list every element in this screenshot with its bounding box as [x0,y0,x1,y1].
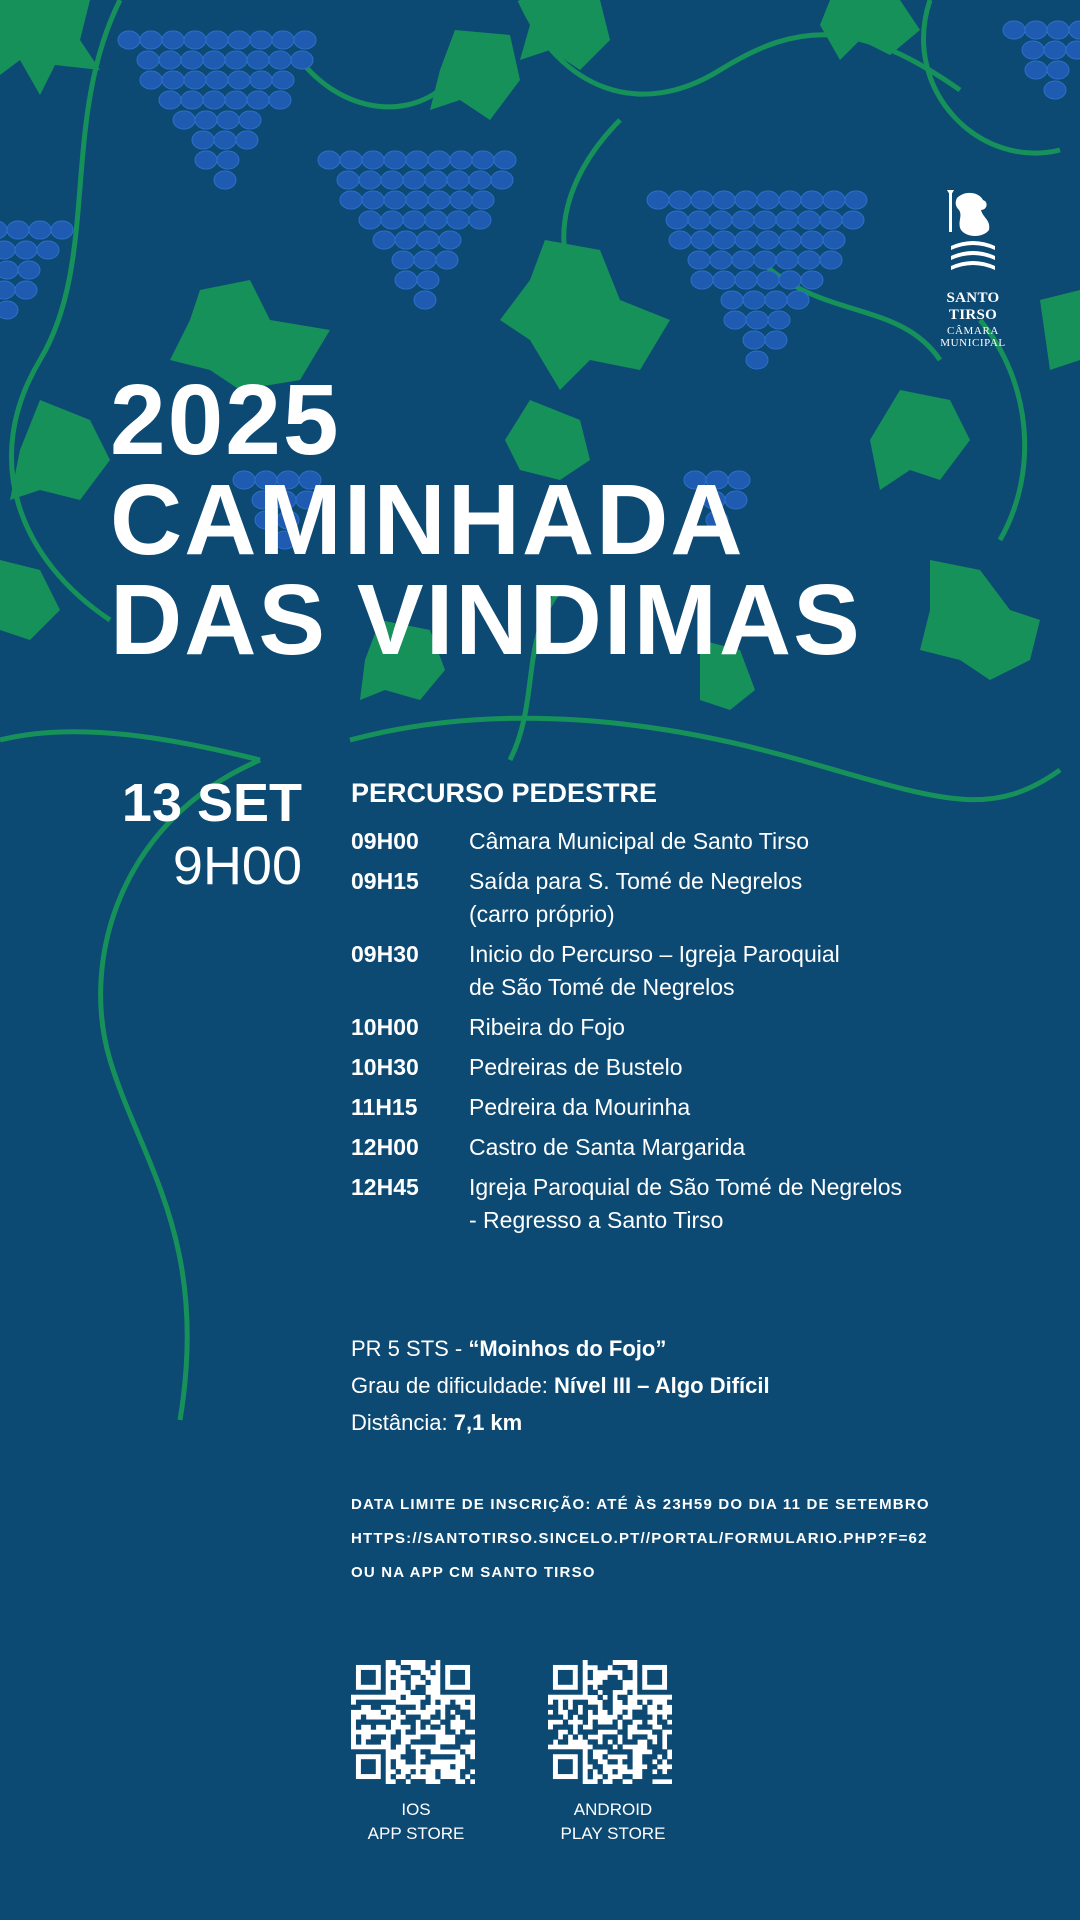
difficulty-value: Nível III – Algo Difícil [554,1373,770,1398]
schedule-item [351,825,1051,858]
schedule-time: 12H00 [351,1134,419,1160]
qr-android-label [548,1798,678,1846]
route-info [351,1330,770,1441]
event-title [110,364,862,676]
grape-shape [798,251,820,269]
grape-shape [250,31,272,49]
grape-shape [228,31,250,49]
grape-shape [203,51,225,69]
grape-shape [272,71,294,89]
grape-shape [823,231,845,249]
event-date [110,772,302,898]
grape-shape [159,91,181,109]
grape-shape [746,311,768,329]
grape-shape [820,211,842,229]
registration-app [351,1556,930,1590]
logo-name: SANTO TIRSO [946,290,1000,323]
grape-shape [1066,41,1080,59]
grape-shape [710,211,732,229]
title-year: 2025 [110,364,341,476]
grape-shape [713,191,735,209]
lion-crest-icon [943,188,1003,284]
grape-shape [425,171,447,189]
schedule-time: 10H30 [351,1054,419,1080]
santo-tirso-logo [925,188,1021,349]
schedule-description [469,1051,1051,1084]
schedule-description [469,1011,1051,1044]
grape-shape [337,171,359,189]
grape-shape [203,91,225,109]
schedule-item [351,865,1051,931]
grape-shape [428,191,450,209]
schedule-time: 09H00 [351,828,419,854]
grape-shape [732,211,754,229]
grape-shape [236,131,258,149]
grape-shape [779,191,801,209]
schedule-item [351,1011,1051,1044]
qr-ios-label [351,1798,481,1846]
grape-shape [1047,61,1069,79]
grape-shape [162,31,184,49]
grape-shape [0,221,7,239]
grape-shape [439,231,461,249]
grape-shape [318,151,340,169]
grape-shape [710,251,732,269]
grape-shape [691,231,713,249]
title-line-1: CAMINHADA [110,464,745,576]
grape-shape [754,211,776,229]
qr-code-icon[interactable] [351,1660,475,1784]
grape-shape [469,171,491,189]
schedule-heading: PERCURSO PEDESTRE [351,778,658,808]
grape-shape [666,211,688,229]
grape-shape [0,281,15,299]
grape-shape [724,311,746,329]
schedule-description-line: Saída para S. Tomé de Negrelos [469,868,803,894]
grape-shape [192,131,214,149]
schedule-description-line: Igreja Paroquial de São Tomé de Negrelos [469,1174,903,1200]
grape-shape [137,51,159,69]
grape-shape [491,171,513,189]
grape-shape [51,221,73,239]
grape-shape [765,331,787,349]
grape-shape [37,241,59,259]
schedule-description [469,1091,1051,1124]
grape-shape [340,151,362,169]
grape-shape [765,291,787,309]
grape-shape [214,171,236,189]
grape-shape [414,251,436,269]
grape-shape [269,91,291,109]
grape-shape [384,191,406,209]
schedule-description-line: Ribeira do Fojo [469,1014,625,1040]
grape-shape [195,111,217,129]
grape-shape [195,151,217,169]
grape-shape [494,151,516,169]
grape-shape [417,231,439,249]
distance-label: Distância: [351,1410,454,1435]
schedule-description-line: Pedreira da Mourinha [469,1094,691,1120]
grape-shape [823,191,845,209]
schedule-item [351,938,1051,1004]
grape-shape [359,171,381,189]
qr-android-line2: PLAY STORE [560,1824,666,1843]
difficulty-label: Grau de dificuldade: [351,1373,555,1398]
schedule-time: 09H15 [351,868,419,894]
grape-shape [1025,21,1047,39]
grape-shape [1025,61,1047,79]
qr-code-icon[interactable] [548,1660,672,1784]
grape-shape [735,271,757,289]
grape-shape [140,71,162,89]
grape-shape [373,231,395,249]
grape-shape [362,191,384,209]
grape-shape [688,251,710,269]
grape-shape [713,271,735,289]
grape-shape [18,261,40,279]
registration-url[interactable]: HTTPS://SANTOTIRSO.SINCELO.PT//PORTAL/FORMULARIO.PHP?F=62 [351,1530,928,1547]
grape-shape [214,131,236,149]
schedule-description [469,938,1051,1004]
grape-shape [239,111,261,129]
schedule-item [351,1171,1051,1237]
title-line-2: DAS VINDIMAS [110,564,862,676]
grape-shape [732,251,754,269]
grape-shape [450,191,472,209]
grape-shape [779,231,801,249]
schedule-description [469,865,1051,931]
grape-shape [272,31,294,49]
grape-shape [181,51,203,69]
grape-shape [743,291,765,309]
schedule-list [351,825,1051,1237]
grape-shape [15,281,37,299]
grape-shape [359,211,381,229]
grape-shape [395,231,417,249]
grape-shape [801,271,823,289]
grape-shape [403,171,425,189]
schedule-description [469,1171,1051,1237]
grape-shape [173,111,195,129]
schedule-description [469,1131,1051,1164]
grape-shape [425,211,447,229]
grape-shape [406,151,428,169]
qr-ios-line1: IOS [401,1800,431,1819]
schedule [351,778,1051,1244]
schedule-time: 12H45 [351,1174,419,1200]
grape-shape [754,251,776,269]
grape-shape [206,71,228,89]
event-time: 9H00 [172,836,302,896]
grape-shape [669,191,691,209]
grape-shape [1044,41,1066,59]
schedule-item [351,1051,1051,1084]
grape-shape [735,191,757,209]
grape-shape [1022,41,1044,59]
registration-info [351,1488,930,1590]
grape-shape [162,71,184,89]
grape-shape [414,291,436,309]
grape-shape [0,241,15,259]
grape-shape [217,151,239,169]
schedule-description-line: Inicio do Percurso – Igreja Paroquial [469,941,840,967]
schedule-description-line: - Regresso a Santo Tirso [469,1207,724,1233]
schedule-item [351,1091,1051,1124]
app-name: APP CM SANTO TIRSO [409,1564,596,1581]
grape-shape [7,221,29,239]
grape-shape [757,191,779,209]
grape-shape [225,51,247,69]
grape-shape [403,211,425,229]
schedule-description-line: Câmara Municipal de Santo Tirso [469,828,810,854]
grape-shape [768,311,790,329]
grape-shape [291,51,313,69]
event-day: 13 SET [121,773,302,833]
grape-shape [801,231,823,249]
schedule-description-line: Pedreiras de Bustelo [469,1054,683,1080]
grape-shape [447,211,469,229]
grape-shape [406,191,428,209]
grape-shape [1044,81,1066,99]
grape-shape [381,211,403,229]
grape-shape [713,231,735,249]
grape-shape [392,251,414,269]
qr-ios-line2: APP STORE [367,1824,465,1843]
schedule-time: 11H15 [351,1094,418,1120]
schedule-description-line: Castro de Santa Margarida [469,1134,746,1160]
grape-shape [118,31,140,49]
grape-shape [428,151,450,169]
grape-shape [757,231,779,249]
grape-shape [29,221,51,239]
qr-android[interactable] [548,1660,678,1846]
grape-shape [395,271,417,289]
grape-shape [228,71,250,89]
grape-shape [250,71,272,89]
grape-shape [820,251,842,269]
route-title [351,1330,770,1367]
grape-shape [647,191,669,209]
schedule-description [469,825,1051,858]
schedule-item [351,1131,1051,1164]
schedule-time: 09H30 [351,941,419,967]
grape-shape [1069,21,1080,39]
grape-shape [779,271,801,289]
distance-value: 7,1 km [453,1410,523,1435]
route-difficulty [351,1367,770,1404]
grape-shape [184,31,206,49]
grape-shape [417,271,439,289]
grape-shape [776,211,798,229]
grape-shape [757,271,779,289]
grape-shape [381,171,403,189]
grape-shape [0,301,18,319]
grape-shape [0,261,18,279]
grape-shape [842,211,864,229]
route-code: PR 5 STS - [351,1336,469,1361]
app-prefix: OU NA [351,1564,410,1581]
grape-shape [362,151,384,169]
grape-shape [721,291,743,309]
registration-deadline: DATA LIMITE DE INSCRIÇÃO: ATÉ ÀS 23H59 DO DIA 11 DE SETEMBRO [351,1496,930,1513]
grape-shape [743,331,765,349]
schedule-description-line: de São Tomé de Negrelos [469,974,735,1000]
route-name: “Moinhos do Fojo” [468,1336,667,1361]
grape-shape [691,271,713,289]
grape-shape [1047,21,1069,39]
grape-shape [225,91,247,109]
grape-shape [688,211,710,229]
grape-shape [217,111,239,129]
grape-shape [447,171,469,189]
grape-shape [845,191,867,209]
grape-shape [776,251,798,269]
grape-shape [436,251,458,269]
grape-shape [269,51,291,69]
grape-shape [159,51,181,69]
grape-shape [384,151,406,169]
grape-shape [247,51,269,69]
grape-shape [15,241,37,259]
route-distance [351,1404,770,1441]
grape-shape [469,211,491,229]
schedule-time: 10H00 [351,1014,419,1040]
grape-shape [746,351,768,369]
logo-subtitle: CÂMARA MUNICIPAL [940,325,1006,349]
grape-shape [294,31,316,49]
grape-shape [669,231,691,249]
grape-shape [450,151,472,169]
qr-android-line1: ANDROID [573,1800,653,1819]
grape-shape [691,191,713,209]
qr-ios[interactable] [351,1660,481,1846]
grape-shape [140,31,162,49]
grape-shape [1003,21,1025,39]
grape-shape [206,31,228,49]
grape-shape [472,191,494,209]
grape-shape [735,231,757,249]
grape-shape [472,151,494,169]
schedule-description-line: (carro próprio) [469,901,615,927]
grape-shape [184,71,206,89]
grape-shape [340,191,362,209]
grape-shape [247,91,269,109]
grape-shape [798,211,820,229]
grape-shape [787,291,809,309]
grape-shape [801,191,823,209]
grape-shape [181,91,203,109]
